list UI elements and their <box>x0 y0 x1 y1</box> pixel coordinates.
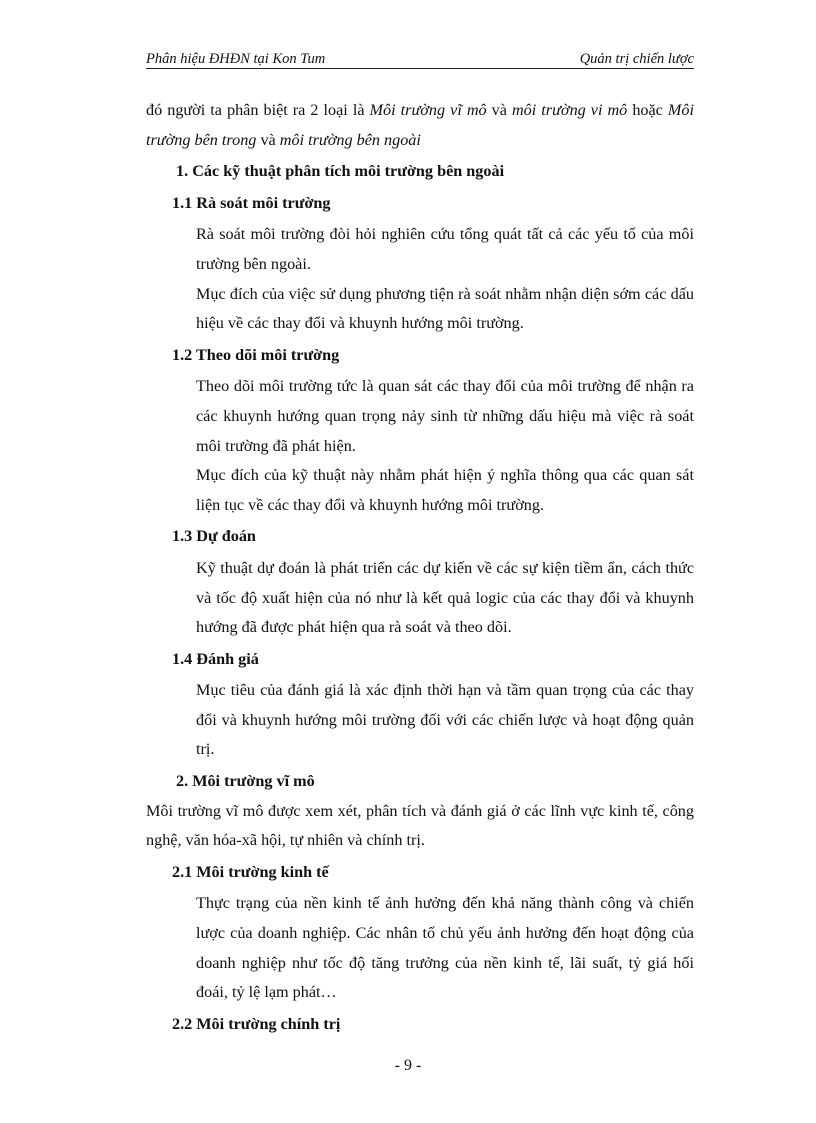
page-number: - 9 - <box>394 1057 422 1074</box>
section-1-1-heading: 1.1 Rà soát môi trường <box>172 193 331 212</box>
section-1-1-paragraph-1: Rà soát môi trường đòi hỏi nghiên cứu tổng quát tất cả các yếu tố của môi trường bên ngoài. <box>196 225 694 273</box>
intro-text: hoặc <box>627 101 668 119</box>
section-1-4-heading: 1.4 Đánh giá <box>172 649 259 668</box>
section-1-2-paragraph-2: Mục đích của kỹ thuật này nhằm phát hiện ý nghĩa thông qua các quan sát liện tục về các thay đổi và khuynh hướng môi trường. <box>196 466 694 514</box>
intro-term-external: môi trường bên ngoài <box>279 130 421 149</box>
section-1-1-paragraph-2: Mục đích của việc sử dụng phương tiện rà soát nhằm nhận diện sớm các dấu hiệu về các thay đổi và khuynh hướng môi trường. <box>196 284 694 333</box>
intro-term-internal: Môi trường bên trong <box>146 101 694 149</box>
intro-term-macro: Môi trường vĩ mô <box>369 101 487 119</box>
header-course-title: Quản trị chiến lược <box>579 51 694 67</box>
page-header <box>146 50 694 69</box>
document-body <box>146 96 694 1039</box>
intro-text: và <box>486 101 512 119</box>
section-1-4-paragraph-1: Mục tiêu của đánh giá là xác định thời hạn và tầm quan trọng của các thay đổi và khuynh hướng môi trường đối với các chiến lược và hoạt động quản trị. <box>196 681 694 759</box>
intro-text: đó người ta phân biệt ra 2 loại là <box>146 101 370 119</box>
header-institution: Phân hiệu ĐHĐN tại Kon Tum <box>146 51 326 67</box>
intro-term-micro: môi trường vi mô <box>511 101 628 119</box>
section-1-3-heading: 1.3 Dự đoán <box>172 527 256 546</box>
intro-text: và <box>256 130 280 149</box>
intro-paragraph <box>146 96 694 155</box>
section-1-heading: 1. Các kỹ thuật phân tích môi trường bên ngoài <box>176 162 505 181</box>
section-2-2-heading: 2.2 Môi trường chính trị <box>172 1014 341 1033</box>
section-2-1-paragraph-1: Thực trạng của nền kinh tế ảnh hưởng đến khả năng thành công và chiến lược của doanh nghiệp. Các nhân tố chủ yếu ảnh hưởng đến hoạt động của doanh nghiệp như tốc độ tăng trưởng của nền kinh tế, lãi suất, tỷ giá hối đoái, tỷ lệ lạm phát… <box>196 894 694 1002</box>
section-2-heading: 2. Môi trường vĩ mô <box>176 772 315 791</box>
section-1-2-heading: 1.2 Theo dõi môi trường <box>172 345 340 364</box>
section-1-3-paragraph-1: Kỹ thuật dự đoán là phát triển các dự kiến về các sự kiện tiềm ẩn, cách thức và tốc độ xuất hiện của nó như là kết quả logic của các thay đổi và khuynh hướng đã được phát hiện qua rà soát và theo dõi. <box>196 558 694 637</box>
section-2-1-heading: 2.1 Môi trường kinh tế <box>172 862 329 881</box>
section-2-paragraph: Môi trường vĩ mô được xem xét, phân tích và đánh giá ở các lĩnh vực kinh tế, công nghệ, văn hóa-xã hội, tự nhiên và chính trị. <box>146 801 694 850</box>
section-1-2-paragraph-1: Theo dõi môi trường tức là quan sát các thay đổi của môi trường để nhận ra các khuynh hướng quan trọng nảy sinh từ những dấu hiệu mà việc rà soát môi trường đã phát hiện. <box>196 377 694 455</box>
